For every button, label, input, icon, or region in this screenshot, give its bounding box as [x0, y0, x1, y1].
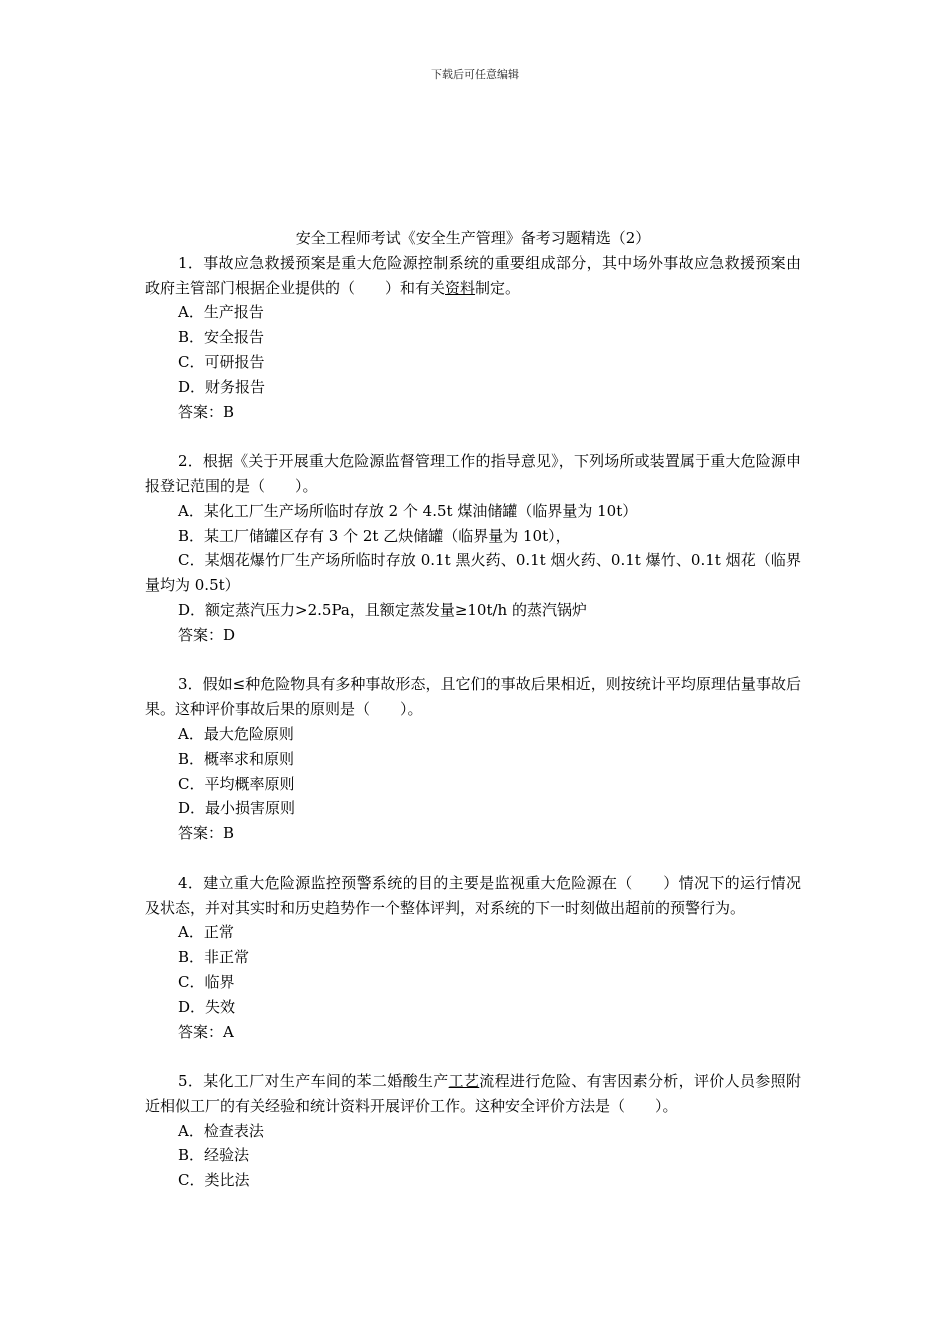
question-4-option-b: B．非正常 [178, 948, 250, 967]
document-body [145, 226, 801, 1193]
question-2-option-b: B．某工厂储罐区存有 3 个 2t 乙炔储罐（临界量为 10t）， [178, 526, 571, 545]
question-1-option-c: C．可研报告 [178, 352, 265, 371]
question-3-answer: 答案：B [178, 824, 235, 843]
question-1-answer: 答案：B [178, 402, 235, 421]
question-5-stem: 5．某化工厂对生产车间的苯二婚酸生产工艺流程进行危险、有害因素分析，评价人员参照附近相似工厂的有关经验和统计资料开展评价工作。这种安全评价方法是（ ）。 [145, 1072, 801, 1115]
question-1-option-d: D．财务报告 [178, 377, 266, 396]
question-2-answer: 答案：D [178, 625, 236, 644]
spacer [145, 648, 801, 673]
question-3-stem: 3．假如≤种危险物具有多种事故形态，且它们的事故后果相近，则按统计平均原理估量事故后果。这种评价事故后果的原则是（ ）。 [145, 675, 801, 719]
page-header-note: 下载后可任意编辑 [431, 68, 519, 81]
question-4-answer: 答案：A [178, 1022, 234, 1041]
question-2-option-a: A．某化工厂生产场所临时存放 2 个 4.5t 煤油储罐（临界量为 10t） [178, 501, 638, 520]
question-5-option-a: A．检查表法 [178, 1121, 264, 1140]
spacer [145, 424, 801, 449]
question-3 [145, 672, 801, 846]
spacer [145, 1044, 801, 1069]
question-3-option-c: C．平均概率原则 [178, 774, 295, 793]
question-2-stem: 2．根据《关于开展重大危险源监督管理工作的指导意见》，下列场所或装置属于重大危险源申报登记范围的是（ ）。 [145, 452, 801, 495]
question-4-option-a: A．正常 [178, 923, 234, 942]
question-3-option-b: B．概率求和原则 [178, 749, 295, 768]
spacer [145, 846, 801, 871]
question-5-link: 工艺 [448, 1072, 480, 1091]
question-3-option-d: D．最小损害原则 [178, 799, 296, 818]
question-3-option-a: A．最大危险原则 [178, 724, 294, 743]
question-5-option-b: B．经验法 [178, 1146, 250, 1165]
question-2-option-c: C．某烟花爆竹厂生产场所临时存放 0.1t 黑火药、0.1t 烟火药、0.1t 爆竹、0.1t 烟花（临界量均为 0.5t） [145, 551, 801, 595]
document-title: 安全工程师考试《安全生产管理》备考习题精选（2） [295, 229, 651, 247]
question-5 [145, 1069, 801, 1193]
question-2-option-d: D．额定蒸汽压力>2.5Pa，且额定蒸发量≥10t/h 的蒸汽锅炉 [178, 600, 587, 619]
question-4-option-c: C．临界 [178, 972, 235, 991]
question-1-link: 资料 [445, 278, 476, 297]
question-1-option-b: B．安全报告 [178, 328, 265, 347]
question-1-stem: 1．事故应急救援预案是重大危险源控制系统的重要组成部分，其中场外事故应急救援预案由政府主管部门根据企业提供的（ ）和有关资料制定。 [145, 253, 801, 297]
question-5-option-c: C．类比法 [178, 1171, 250, 1190]
question-4 [145, 871, 801, 1045]
question-1-option-a: A．生产报告 [178, 303, 264, 322]
question-1 [145, 251, 801, 425]
question-4-stem: 4．建立重大危险源监控预警系统的目的主要是监视重大危险源在（ ）情况下的运行情况及状态，并对其实时和历史趋势作一个整体评判，对系统的下一时刻做出超前的预警行为。 [145, 873, 801, 917]
question-4-option-d: D．失效 [178, 997, 236, 1016]
question-2 [145, 449, 801, 647]
